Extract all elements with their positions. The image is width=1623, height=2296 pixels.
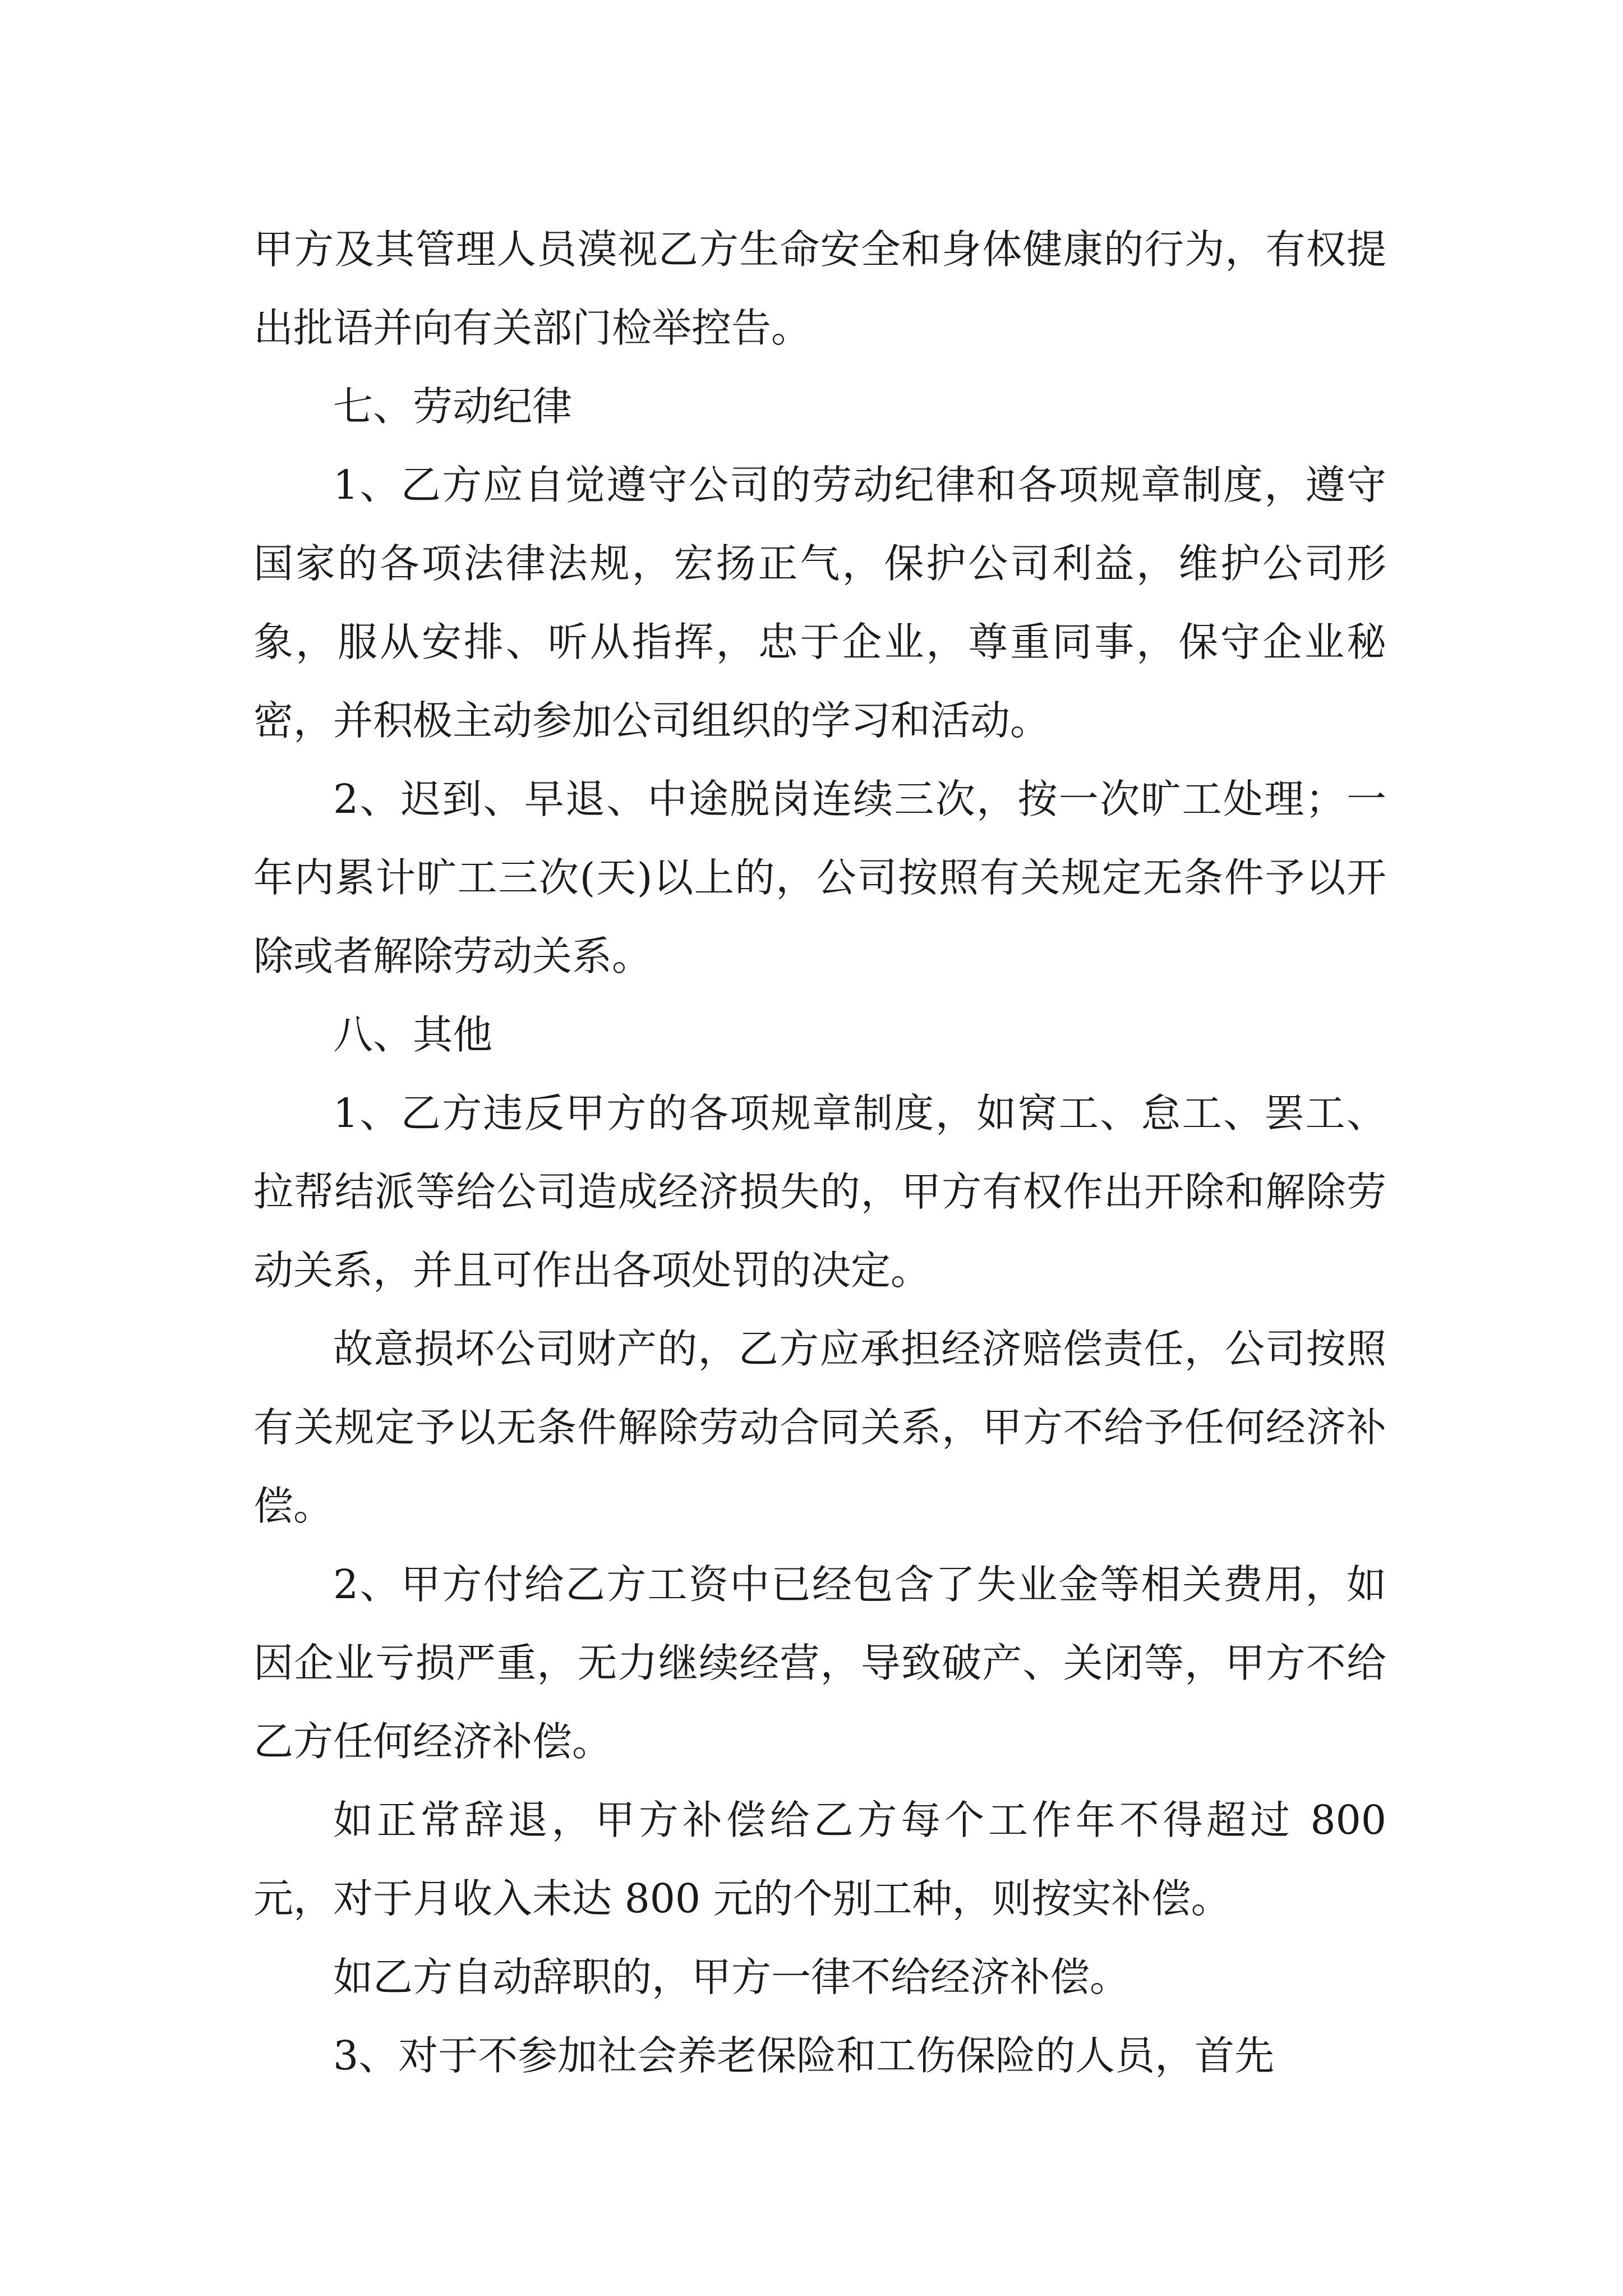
paragraph-other-2: 2、甲方付给乙方工资中已经包含了失业金等相关费用，如因企业亏损严重，无力继续经营，导致破产、关闭等，甲方不给乙方任何经济补偿。 <box>253 1561 1386 1765</box>
paragraph-rights-report: 甲方及其管理人员漠视乙方生命安全和身体健康的行为，有权提出批语并向有关部门检举控告。 <box>253 226 1386 351</box>
paragraph-dismissal-compensation: 如正常辞退，甲方补偿给乙方每个工作年不得超过 800 元，对于月收入未达 800 元的个别工种，则按实补偿。 <box>253 1797 1386 1922</box>
paragraph-property-damage: 故意损坏公司财产的，乙方应承担经济赔偿责任，公司按照有关规定予以无条件解除劳动合同关系，甲方不给予任何经济补偿。 <box>253 1326 1386 1529</box>
paragraph-resignation: 如乙方自动辞职的，甲方一律不给经济补偿。 <box>333 1954 1130 2000</box>
paragraph-discipline-2: 2、迟到、早退、中途脱岗连续三次，按一次旷工处理；一年内累计旷工三次(天)以上的，公司按照有关规定无条件予以开除或者解除劳动关系。 <box>253 776 1386 979</box>
paragraph-other-1: 1、乙方违反甲方的各项规章制度，如窝工、怠工、罢工、拉帮结派等给公司造成经济损失的，甲方有权作出开除和解除劳动关系，并且可作出各项处罚的决定。 <box>253 1090 1386 1294</box>
document-body <box>253 210 1386 2095</box>
paragraph-other-3: 3、对于不参加社会养老保险和工伤保险的人员，首先 <box>333 2032 1275 2079</box>
section-heading-labor-discipline: 七、劳动纪律 <box>333 383 573 430</box>
paragraph-discipline-1: 1、乙方应自觉遵守公司的劳动纪律和各项规章制度，遵守国家的各项法律法规，宏扬正气，保护公司利益，维护公司形象，服从安排、听从指挥，忠于企业，尊重同事，保守企业秘密，并积极主动参加公司组织的学习和活动。 <box>253 462 1386 744</box>
section-heading-other: 八、其他 <box>333 1011 493 1058</box>
